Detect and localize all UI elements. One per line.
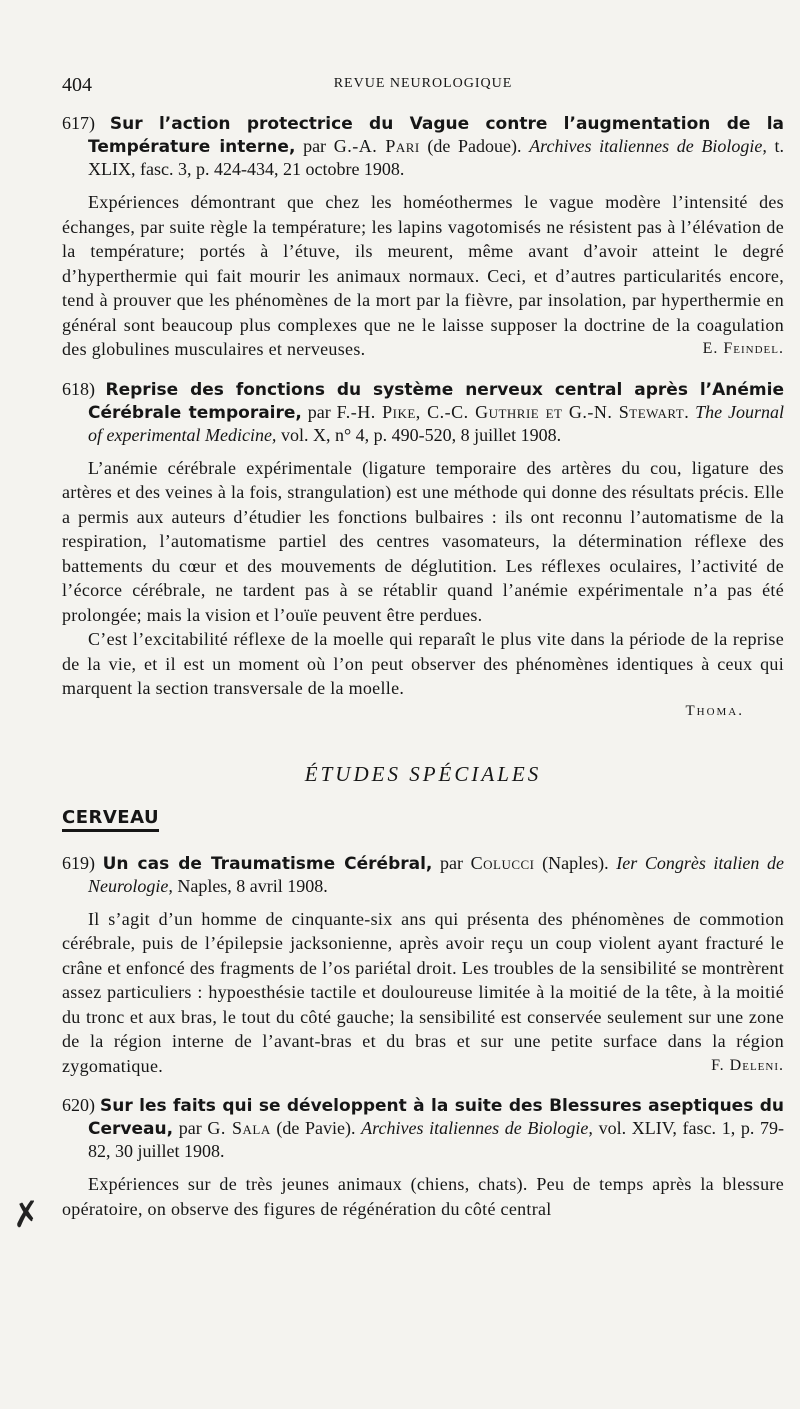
entry-journal: The Journal of experimental Medicine,: [88, 401, 784, 445]
entry-ref: Naples, 8 avril 1908.: [177, 875, 328, 896]
entry-619: [62, 852, 784, 1079]
entry-body: [62, 907, 784, 1079]
entry-body: [62, 456, 784, 720]
page: [62, 68, 784, 1221]
subsection-title: CERVEAU: [62, 807, 159, 832]
entry-620: [62, 1094, 784, 1221]
paragraph: Expériences démontrant que chez les homéothermes le vague modère l’intensité des échanges, par suite règle la température; les lapins vagotomisés ne résistent pas à l’élévation de la température; portés à l’étuve, ils meurent, même avant d’avoir atteint le degré d’hyperthermie qui fait mourir les animaux normaux. Ceci, et d’autres particularités encore, tend à prouver que les phénomènes de la mort par la fièvre, par insolation, par hyperthermie en général sont beaucoup plus complexes que ne le laisse supposer la doctrine de la coagulation des globulines musculaires et nerveuses. E. Feindel.: [62, 190, 784, 362]
entry-heading: 620) Sur les faits qui se développent à la suite des Blessures aseptiques du Cerveau, par G. Sala (de Pavie). Archives italiennes de Biologie, vol. XLIV, fasc. 1, p. 79-82, 30 juillet 1908.: [62, 1095, 784, 1161]
signature: F. Deleni.: [711, 1056, 784, 1074]
signature: Thoma.: [685, 702, 744, 719]
entry-journal: Archives italiennes de Biologie,: [361, 1118, 593, 1138]
entry-heading: 618) Reprise des fonctions du système nerveux central après l’Anémie Cérébrale temporaire, par F.-H. Pike, C.-C. Guthrie et G.-N. Stewart. The Journal of experimental Medicine, vol. X, n° 4, p. 490-520, 8 juillet 1908.: [62, 378, 785, 445]
entry-title: Sur l’action protectrice du Vague contre l’augmentation de la Température interne,: [88, 114, 785, 157]
entry-author: G.-A. Pari: [333, 136, 420, 156]
paragraph: Expériences sur de très jeunes animaux (chiens, chats). Peu de temps après la blessure opératoire, on observe des figures de régénération du côté central: [62, 1174, 784, 1219]
paragraph: C’est l’excitabilité réflexe de la moelle qui reparaît le plus vite dans la période de la reprise de la vie, et il est un moment où l’on peut observer des phénomènes identiques à ceux qui marquent la section transversale de la moelle.: [62, 629, 784, 698]
entry-author: Colucci: [470, 852, 535, 873]
page-number: 404: [62, 74, 92, 96]
entry-journal: Ier Congrès italien de Neurologie,: [88, 852, 785, 896]
entry-body: [62, 1172, 784, 1221]
entry-title: Un cas de Traumatisme Cérébral,: [102, 853, 433, 874]
entry-body: [62, 190, 784, 362]
entry-618: [62, 378, 784, 720]
entry-author: G. Sala: [207, 1118, 271, 1138]
entry-heading: 617) Sur l’action protectrice du Vague contre l’augmentation de la Température interne, par G.-A. Pari (de Padoue). Archives italiennes de Biologie, t. XLIX, fasc. 3, p. 424-434, 21 octobre 1908.: [62, 113, 785, 179]
entry-author: F.-H. Pike, C.-C. Guthrie et G.-N. Stewart.: [336, 401, 690, 422]
signature: E. Feindel.: [702, 340, 784, 357]
entry-heading: 619) Un cas de Traumatisme Cérébral, par Colucci (Naples). Ier Congrès italien de Neurologie, Naples, 8 avril 1908.: [62, 852, 785, 896]
entry-journal: Archives italiennes de Biologie,: [529, 136, 767, 156]
entry-617: [62, 112, 784, 362]
entry-title: Reprise des fonctions du système nerveux central après l’Anémie Cérébrale temporaire,: [88, 379, 785, 423]
paragraph: Il s’agit d’un homme de cinquante-six ans qui présenta des phénomènes de commotion cérébrale, puis de l’épilepsie jacksonienne, après avoir reçu un coup violent ayant fracturé le crâne et enfoncé des fragments de l’os pariétal droit. Les troubles de la sensibilité se montrèrent assez particuliers : hypoesthésie tactile et douloureuse limitée à la moitié de la tête, à la moitié du tronc et aux bras, le tout du côté gauche; la sensibilité est conservée seulement sur une zone de la région interne de l’avant-bras et du bras et sur une petite surface dans la région zygomatique. F. Deleni.: [62, 907, 784, 1079]
entry-ref: vol. XLIV, fasc. 1, p. 79-82, 30 juillet 1908.: [88, 1118, 784, 1161]
page-header: [62, 68, 784, 98]
handwritten-margin-mark: ✗: [9, 1193, 44, 1237]
paragraph: L’anémie cérébrale expérimentale (ligature temporaire des artères du cou, ligature des artères et des veines à la fois, strangulation) est une méthode qui donne des résultats précis. Elle a permis aux auteurs d’étudier les fonctions bulbaires : ils ont reconnu l’automatisme de la respiration, l’automatisme partiel des centres vasomateurs, la détermination réflexe des battements du cœur et des mouvements de déglutition. Les réflexes oculaires, l’activité de l’écorce cérébrale, ne tardent pas à se rétablir quand l’anémie expérimentale n’a pas été prolongée; mais la vision et l’ouïe peuvent être perdues.: [62, 457, 784, 625]
entry-ref: t. XLIX, fasc. 3, p. 424-434, 21 octobre 1908.: [88, 136, 785, 179]
entry-ref: vol. X, n° 4, p. 490-520, 8 juillet 1908.: [280, 424, 562, 445]
running-title: REVUE NEUROLOGIQUE: [333, 76, 513, 91]
section-title: ÉTUDES SPÉCIALES: [304, 761, 542, 786]
entry-title: Sur les faits qui se développent à la suite des Blessures aseptiques du Cerveau,: [88, 1096, 784, 1139]
